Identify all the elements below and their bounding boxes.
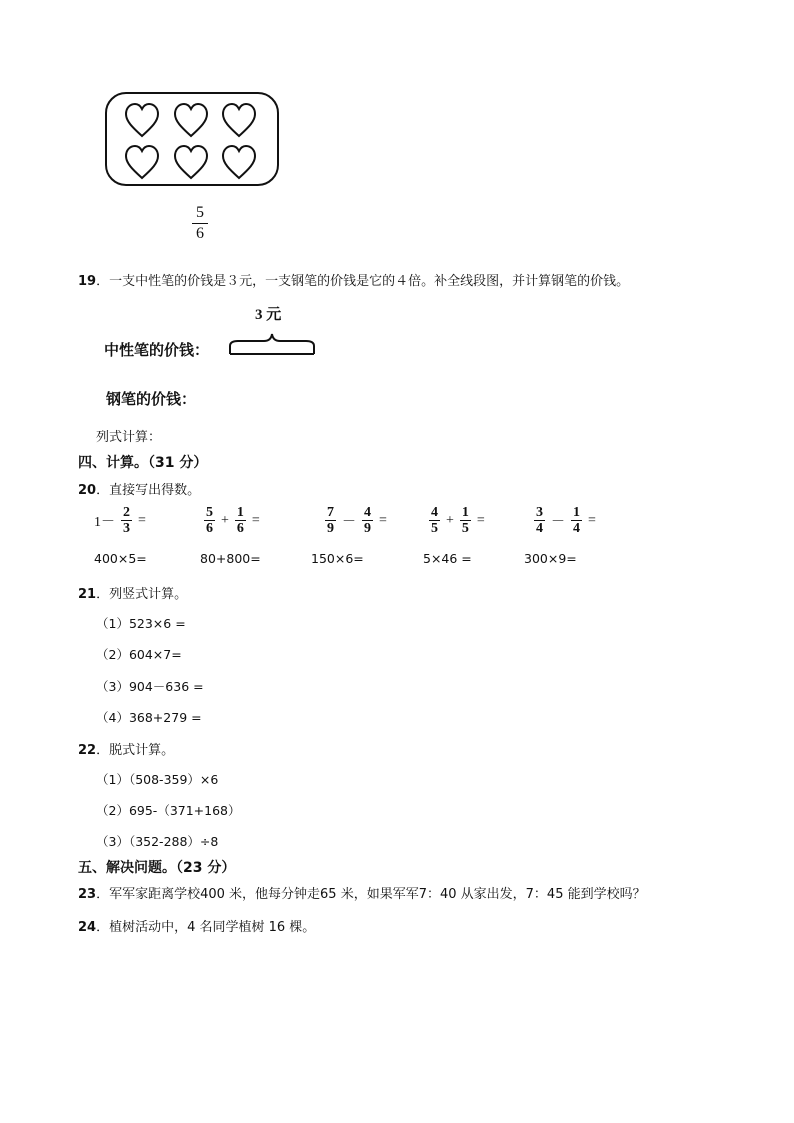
fraction: $\frac{5}{6}$ — [206, 505, 213, 536]
operator: + — [221, 512, 229, 528]
question-21 — [78, 583, 187, 602]
question-text: ．一支中性笔的价钱是３元，一支钢笔的价钱是它的４倍。补全线段图，并计算钢笔的价钱。 — [96, 274, 630, 289]
fraction-numerator: 5 — [196, 204, 204, 221]
int-expr-4: 5×46 = — [423, 551, 472, 566]
calc-label: 列式计算： — [96, 430, 162, 445]
question-number: 20 — [78, 483, 97, 498]
pen-label: 钢笔的价钱： — [106, 390, 197, 408]
figure-fraction — [191, 204, 209, 243]
int-expr-3: 150×6= — [311, 551, 364, 566]
equals: = — [476, 512, 485, 528]
fraction: $\frac{2}{3}$ — [123, 505, 130, 536]
fraction-expr-3 — [323, 505, 391, 536]
q21-item-2: （2）604×7= — [96, 647, 182, 662]
question-22 — [78, 739, 174, 758]
brace-segment — [228, 332, 316, 356]
section-4-title: 四、计算。（31 分） — [78, 455, 208, 471]
q21-item-3: （3）904－636 = — [96, 679, 204, 694]
question-text: ．直接写出得数。 — [96, 483, 201, 498]
equals: = — [588, 512, 596, 528]
hearts-figure — [104, 90, 280, 188]
fraction-expr-1 — [94, 505, 150, 536]
heart-icon — [223, 104, 255, 136]
heart-icon — [175, 104, 207, 136]
brace-label: 3 元 — [255, 307, 282, 323]
fraction-expr-4 — [427, 505, 489, 536]
fraction: $\frac{4}{9}$ — [364, 505, 371, 536]
question-number: 24 — [78, 920, 97, 935]
int-expr-1: 400×5= — [94, 551, 147, 566]
expr-lead: 1－ — [94, 514, 115, 530]
equals: = — [379, 512, 387, 528]
fraction: $\frac{1}{5}$ — [461, 505, 469, 536]
operator: + — [446, 512, 454, 528]
gel-pen-label: 中性笔的价钱： — [104, 341, 210, 359]
section-5-title: 五、解决问题。（23 分） — [78, 860, 236, 876]
q22-item-1: （1）（508-359）×6 — [96, 772, 219, 787]
q21-item-1: （1）523×6 = — [96, 616, 186, 631]
int-expr-2: 80+800= — [200, 551, 261, 566]
question-text: ．植树活动中，4 名同学植树 16 棵。 — [96, 920, 316, 935]
question-19 — [78, 270, 629, 289]
question-number: 21 — [78, 587, 97, 602]
q22-item-3: （3）（352-288）÷8 — [96, 834, 219, 849]
question-24 — [78, 916, 315, 935]
heart-icon — [175, 146, 207, 178]
operator: － — [342, 514, 356, 530]
equals: = — [251, 512, 260, 528]
question-23 — [78, 883, 646, 902]
fraction-bar — [192, 223, 208, 224]
heart-icon — [223, 146, 255, 178]
question-number: 23 — [78, 887, 97, 902]
question-number: 19 — [78, 274, 97, 289]
fraction-denominator: 6 — [196, 225, 204, 242]
heart-icon — [126, 146, 158, 178]
fraction-expr-5 — [532, 505, 600, 536]
fraction: $\frac{4}{5}$ — [431, 505, 438, 536]
equals: = — [138, 512, 146, 528]
fraction: $\frac{1}{4}$ — [573, 505, 580, 536]
question-text: ．列竖式计算。 — [96, 587, 188, 602]
int-expr-5: 300×9= — [524, 551, 577, 566]
q21-item-4: （4）368+279 = — [96, 710, 202, 725]
q22-item-2: （2）695-（371+168） — [96, 803, 241, 818]
heart-icon — [126, 104, 158, 136]
question-text: ．军军家距离学校400 米，他每分钟走65 米，如果军军7：40 从家出发，7：45 能到学校吗？ — [96, 887, 646, 902]
operator: － — [551, 514, 565, 530]
fraction-expr-2 — [202, 505, 264, 536]
fraction: $\frac{1}{6}$ — [236, 505, 244, 536]
fraction: $\frac{3}{4}$ — [536, 505, 543, 536]
question-text: ．脱式计算。 — [96, 743, 175, 758]
question-20 — [78, 479, 200, 498]
question-number: 22 — [78, 743, 97, 758]
fraction: $\frac{7}{9}$ — [327, 505, 334, 536]
